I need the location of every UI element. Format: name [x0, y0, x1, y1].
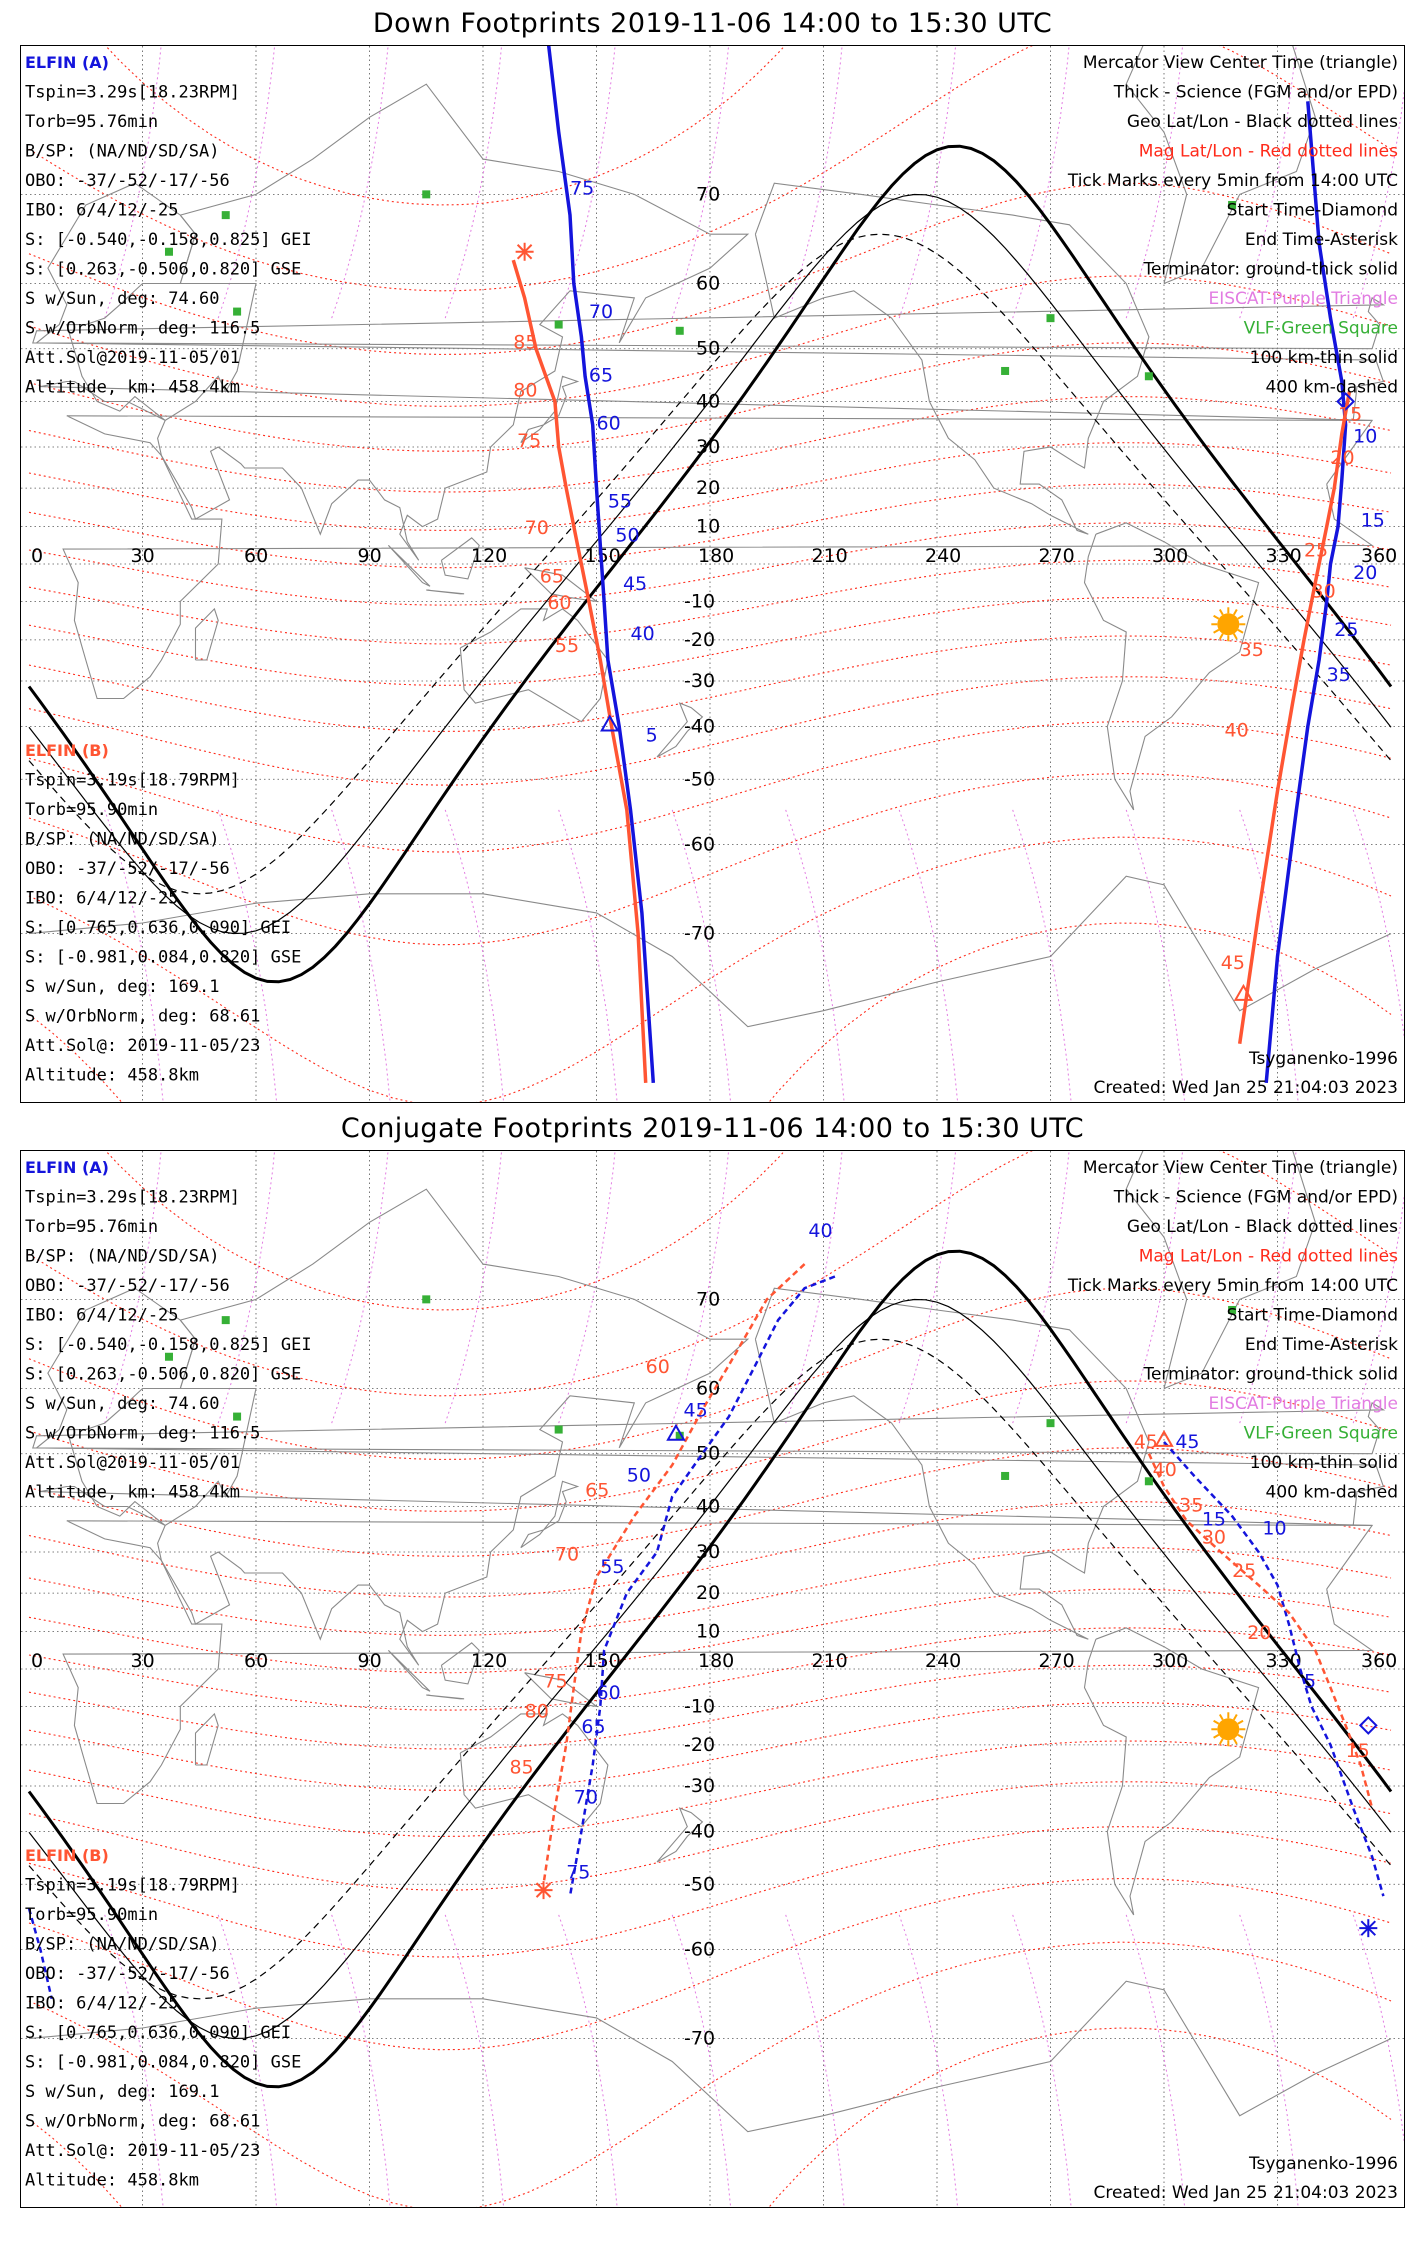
lon-tick-label: 210 [811, 545, 848, 567]
lat-tick-label: 10 [696, 1620, 721, 1643]
elfin-b-info-line: Tspin=3.19s[18.79RPM] [25, 1875, 240, 1896]
lat-tick-label: 20 [696, 477, 721, 500]
elfin-b-info-line: S: [0.765,0.636,0.090] GEI [25, 918, 292, 938]
mag-meridian-north [899, 46, 960, 318]
panel-2-map-svg [21, 1151, 1404, 2207]
elfin-a-tick-label: 65 [588, 364, 614, 387]
elfin-b-tick-label: 25 [1303, 539, 1329, 562]
lon-tick-label: 270 [1038, 545, 1075, 567]
lat-tick-label: -10 [684, 590, 716, 613]
model-label: Tsyganenko-1996 [1248, 1049, 1398, 1069]
elfin-b-info-line: Torb=95.90min [25, 800, 159, 820]
elfin-a-tick-label: 55 [600, 1555, 625, 1578]
elfin-b-name: ELFIN (B) [25, 741, 109, 760]
elfin-b-tick-label: 35 [1239, 638, 1264, 661]
elfin-b-name: ELFIN (B) [25, 1846, 109, 1865]
mag-meridian-north [559, 1151, 620, 1423]
legend-entry: 100 km-thin solid [1249, 1453, 1398, 1473]
sun-ray [1220, 634, 1223, 639]
lat-tick-label: 40 [696, 390, 721, 413]
vlf-station-square [1001, 1472, 1009, 1480]
mag-meridian-south [1126, 1915, 1187, 2207]
elfin-a-info-line: Att.Sol@2019-11-05/01 [25, 348, 240, 368]
sun-ray [1234, 1715, 1237, 1720]
lat-tick-label: -10 [684, 1695, 716, 1718]
elfin-a-info-line: Altitude, km: 458.4km [25, 377, 240, 398]
coastline-indonesia2 [426, 590, 464, 594]
lon-tick-label: 60 [244, 545, 269, 567]
elfin-a-tick-label: 25 [1334, 618, 1359, 641]
elfin-a-info-line: S: [0.263,-0.506,0.820] GSE [25, 1364, 302, 1385]
elfin-b-info-line: S w/Sun, deg: 169.1 [25, 2082, 220, 2102]
elfin-a-info-line: OBO: -37/-52/-17/-56 [25, 171, 230, 191]
vlf-station-square [676, 327, 684, 335]
panel-2-title: Conjugate Footprints 2019-11-06 14:00 to 15:30 UTC [340, 1113, 1085, 1144]
coastline-namerica [755, 183, 1149, 534]
elfin-a-tick-label: 50 [626, 1464, 651, 1487]
mag-meridian-north [1013, 46, 1074, 318]
coastline-indonesia1 [388, 545, 430, 586]
legend-entry: Mercator View Center Time (triangle) [1082, 1158, 1398, 1178]
mag-meridian-south [332, 810, 393, 1102]
mag-meridian-south [445, 810, 506, 1102]
elfin-b-tick-label: 55 [554, 634, 580, 657]
vlf-station-square [1047, 314, 1055, 322]
elfin-a-tick-label: 5 [645, 724, 658, 747]
legend-entry: VLF-Green Square [1243, 1423, 1398, 1444]
elfin-b-tick-label: 65 [539, 565, 564, 588]
elfin-b-info-line: S w/Sun, deg: 169.1 [25, 977, 220, 997]
mag-meridian-north [332, 1151, 393, 1423]
elfin-a-tick-label: 5 [1303, 1670, 1317, 1693]
lat-tick-label: -70 [684, 2027, 716, 2050]
elfin-a-tick-label: 60 [596, 412, 621, 435]
mag-meridian-south [445, 1915, 506, 2207]
elfin-b-tick-label: 20 [1247, 1622, 1272, 1645]
elfin-b-info-line: S: [-0.981,0.084,0.820] GSE [25, 947, 302, 968]
lon-tick-label: 90 [357, 1650, 382, 1672]
sun-disc [1217, 1718, 1239, 1740]
elfin-b-tick-label: 15 [1345, 1739, 1370, 1762]
elfin-b-tick-label: 45 [1220, 951, 1245, 974]
elfin-a-tick-label: 10 [1353, 425, 1378, 448]
lat-tick-label: -30 [684, 670, 716, 693]
legend-entry: 100 km-thin solid [1249, 348, 1398, 368]
legend-entry: 400 km-dashed [1265, 377, 1398, 398]
mag-meridian-north [332, 46, 393, 318]
elfin-a-info-line: Tspin=3.29s[18.23RPM] [25, 1187, 240, 1208]
mag-meridian-south [899, 1915, 960, 2207]
elfin-b-tick-label: 85 [513, 331, 538, 354]
elfin-b-tick-label: 40 [1224, 719, 1249, 742]
elfin-b-info-line: IBO: 6/4/12/-25 [25, 888, 179, 909]
sun-ray [1238, 616, 1243, 619]
coastline-indonesia1 [388, 1650, 430, 1691]
sun-icon [1211, 607, 1245, 641]
sun-disc [1217, 613, 1239, 635]
sun-ray [1234, 610, 1237, 615]
coastline-namerica [755, 1288, 1149, 1639]
legend-entry: Thick - Science (FGM and/or EPD) [1113, 82, 1398, 103]
elfin-b-info-line: OBO: -37/-52/-17/-56 [25, 859, 230, 879]
sun-ray [1238, 1735, 1243, 1738]
lon-tick-label: 240 [925, 1650, 962, 1672]
elfin-b-info-line: S w/OrbNorm, deg: 68.61 [25, 1006, 261, 1027]
elfin-a-name: ELFIN (A) [25, 1158, 109, 1177]
elfin-b-info-line: Altitude: 458.8km [25, 1065, 199, 1086]
lon-tick-label: 30 [130, 545, 155, 567]
legend-entry: VLF-Green Square [1243, 318, 1398, 339]
elfin-b-info-line: OBO: -37/-52/-17/-56 [25, 1964, 230, 1984]
mag-meridian-north [1013, 1151, 1074, 1423]
elfin-a-info-line: Torb=95.76min [25, 112, 159, 132]
elfin-b-tick-label: 20 [1330, 446, 1355, 469]
vlf-station-square [222, 1316, 230, 1324]
end-asterisk [1359, 1919, 1377, 1937]
elfin-a-tick-label: 55 [607, 490, 633, 513]
vlf-station-square [555, 1426, 563, 1434]
lon-tick-label: 150 [584, 1650, 621, 1672]
lat-tick-label: -20 [684, 1733, 716, 1756]
legend-entry: EISCAT-Purple Triangle [1208, 1394, 1398, 1414]
lon-tick-label: 0 [31, 545, 44, 567]
elfin-b-info-line: Tspin=3.19s[18.79RPM] [25, 770, 240, 791]
mag-meridian-south [559, 810, 620, 1102]
elfin-b-tick-label: 80 [513, 379, 538, 402]
elfin-a-tick-label: 20 [1353, 561, 1378, 584]
lat-tick-label: -50 [684, 768, 716, 791]
lon-tick-label: 0 [31, 1650, 44, 1672]
lat-tick-label: 50 [696, 1442, 721, 1465]
sun-ray [1214, 630, 1219, 633]
elfin-a-info-line: Torb=95.76min [25, 1217, 159, 1237]
elfin-a-tick-label: 75 [570, 177, 595, 200]
lon-tick-label: 330 [1265, 545, 1302, 567]
lat-tick-label: 70 [696, 1288, 721, 1311]
elfin-b-tick-label: 80 [524, 1700, 549, 1723]
lon-tick-label: 330 [1265, 1650, 1302, 1672]
elfin-a-info-line: S w/Sun, deg: 74.60 [25, 289, 220, 309]
elfin-a-tick-label: 40 [808, 1220, 833, 1243]
legend-entry: Tick Marks every 5min from 14:00 UTC [1067, 1276, 1398, 1296]
legend-entry: Geo Lat/Lon - Black dotted lines [1126, 112, 1398, 132]
elfin-a-tick-label: 75 [566, 1861, 591, 1884]
elfin-a-tick-label: 15 [1360, 509, 1385, 532]
elfin-a-info-line: Att.Sol@2019-11-05/01 [25, 1453, 240, 1473]
elfin-b-tick-label: 40 [1152, 1458, 1177, 1481]
elfin-a-tick-label: 45 [683, 1399, 708, 1422]
sun-ray [1220, 610, 1223, 615]
lon-tick-label: 360 [1361, 1650, 1398, 1672]
elfin-a-info-line: S: [0.263,-0.506,0.820] GSE [25, 259, 302, 280]
elfin-b-info-line: S: [0.765,0.636,0.090] GEI [25, 2023, 292, 2043]
legend-entry: Terminator: ground-thick solid [1143, 259, 1398, 280]
legend-entry: Mag Lat/Lon - Red dotted lines [1138, 1246, 1398, 1267]
end-asterisk [535, 1881, 553, 1899]
vlf-station-square [422, 190, 430, 198]
lon-tick-label: 360 [1361, 545, 1398, 567]
elfin-b-info-line: S w/OrbNorm, deg: 68.61 [25, 2111, 261, 2132]
legend-entry: Mag Lat/Lon - Red dotted lines [1138, 141, 1398, 162]
mag-meridian-south [1013, 1915, 1074, 2207]
lon-tick-label: 120 [471, 1650, 508, 1672]
vlf-station-square [222, 211, 230, 219]
elfin-b-tick-label: 15 [1338, 403, 1363, 426]
elfin-b-tick-label: 30 [1311, 580, 1336, 603]
legend-entry: Thick - Science (FGM and/or EPD) [1113, 1187, 1398, 1208]
mag-meridian-north [445, 1151, 506, 1423]
elfin-a-name: ELFIN (A) [25, 53, 109, 72]
vlf-station-square [555, 321, 563, 329]
lat-tick-label: -50 [684, 1873, 716, 1896]
created-label: Created: Wed Jan 25 21:04:03 2023 [1093, 2183, 1398, 2203]
lat-tick-label: -20 [684, 628, 716, 651]
elfin-b-info-line: B/SP: (NA/ND/SD/SA) [25, 1934, 220, 1955]
lat-tick-label: 20 [696, 1582, 721, 1605]
lon-tick-label: 90 [357, 545, 382, 567]
mag-meridian-south [899, 810, 960, 1102]
elfin-b-tick-label: 70 [524, 517, 549, 540]
lon-tick-label: 270 [1038, 1650, 1075, 1672]
elfin-b-tick-label: 75 [543, 1670, 568, 1693]
lat-tick-label: 50 [696, 337, 721, 360]
elfin-a-info-line: B/SP: (NA/ND/SD/SA) [25, 141, 220, 162]
legend-entry: Start Time-Diamond [1226, 200, 1398, 221]
lat-tick-label: -40 [684, 715, 716, 738]
elfin-a-tick-label: 10 [1262, 1517, 1287, 1540]
lat-tick-label: -70 [684, 922, 716, 945]
lon-tick-label: 120 [471, 545, 508, 567]
elfin-a-info-line: Altitude, km: 458.4km [25, 1482, 240, 1503]
elfin-b-tick-label: 85 [509, 1756, 534, 1779]
mag-meridian-south [559, 1915, 620, 2207]
elfin-b-info-line: IBO: 6/4/12/-25 [25, 1993, 179, 2014]
elfin-a-tick-label: 35 [1326, 664, 1351, 687]
coastline-madagascar [196, 609, 219, 660]
vlf-station-square [1047, 1419, 1055, 1427]
legend-entry: Mercator View Center Time (triangle) [1082, 53, 1398, 73]
elfin-b-tick-label: 60 [547, 591, 572, 614]
sun-ray [1238, 630, 1243, 633]
elfin-a-info-line: OBO: -37/-52/-17/-56 [25, 1276, 230, 1296]
elfin-a-tick-label: 40 [630, 622, 655, 645]
elfin-a-info-line: S w/Sun, deg: 74.60 [25, 1394, 220, 1414]
lat-tick-label: -60 [684, 833, 716, 856]
elfin-a-info-line: S: [-0.540,-0.158,0.825] GEI [25, 230, 312, 250]
mag-meridian-north [445, 46, 506, 318]
elfin-a-tick-label: 65 [581, 1716, 606, 1739]
sun-ray [1234, 634, 1237, 639]
lon-tick-label: 150 [584, 545, 621, 567]
sun-ray [1214, 616, 1219, 619]
elfin-b-info-line: B/SP: (NA/ND/SD/SA) [25, 829, 220, 850]
panel-1-map [20, 45, 1405, 1103]
legend-entry: Start Time-Diamond [1226, 1305, 1398, 1326]
lat-tick-label: 10 [696, 515, 721, 538]
mag-meridian-north [786, 46, 847, 318]
lat-tick-label: 30 [696, 435, 721, 458]
elfin-b-tick-label: 65 [585, 1479, 610, 1502]
elfin-a-tick-label: 45 [1175, 1430, 1200, 1453]
legend-entry: End Time-Asterisk [1244, 1335, 1398, 1355]
elfin-b-tick-label: 30 [1201, 1526, 1227, 1549]
lon-tick-label: 300 [1152, 1650, 1189, 1672]
legend-entry: Tick Marks every 5min from 14:00 UTC [1067, 171, 1398, 191]
elfin-b-info-line: Att.Sol@: 2019-11-05/23 [25, 1036, 261, 1056]
sun-ray [1238, 1721, 1243, 1724]
elfin-a-info-line: IBO: 6/4/12/-25 [25, 1305, 179, 1326]
panel-1-title: Down Footprints 2019-11-06 14:00 to 15:30 UTC [372, 8, 1053, 39]
legend-entry: End Time-Asterisk [1244, 230, 1398, 250]
coastline-indonesia2 [426, 1695, 464, 1699]
elfin-b-tick-label: 35 [1179, 1494, 1204, 1517]
legend-entry: Geo Lat/Lon - Black dotted lines [1126, 1217, 1398, 1237]
elfin-b-info-line: Att.Sol@: 2019-11-05/23 [25, 2141, 261, 2161]
lon-tick-label: 180 [698, 545, 735, 567]
lon-tick-label: 300 [1152, 545, 1189, 567]
mag-meridian-south [1013, 810, 1074, 1102]
mag-meridian-south [786, 810, 847, 1102]
elfin-b-tick-label: 25 [1232, 1560, 1257, 1583]
elfin-a-tick-label: 45 [622, 573, 648, 596]
elfin-a-info-line: S w/OrbNorm, deg: 116.5 [25, 318, 261, 339]
elfin-a-tick-label: 60 [596, 1681, 621, 1704]
mag-meridian-north [899, 1151, 960, 1423]
elfin-b-info-line: S: [-0.981,0.084,0.820] GSE [25, 2052, 302, 2073]
lat-tick-label: -60 [684, 1938, 716, 1961]
lat-tick-label: 70 [696, 183, 721, 206]
sun-ray [1214, 1735, 1219, 1738]
sun-ray [1220, 1739, 1223, 1744]
elfin-a-tick-label: 15 [1201, 1508, 1227, 1531]
vlf-station-square [233, 1413, 241, 1421]
lat-tick-label: 60 [696, 272, 721, 295]
lat-tick-label: -30 [684, 1775, 716, 1798]
lat-tick-label: -40 [684, 1820, 716, 1843]
mag-meridian-south [1126, 810, 1187, 1102]
legend-entry: Terminator: ground-thick solid [1143, 1364, 1398, 1385]
elfin-a-tick-label: 70 [573, 1786, 598, 1809]
mag-meridian-north [786, 1151, 847, 1423]
lon-tick-label: 30 [130, 1650, 155, 1672]
lon-tick-label: 210 [811, 1650, 848, 1672]
elfin-a-info-line: IBO: 6/4/12/-25 [25, 200, 179, 221]
end-asterisk [516, 243, 534, 261]
elfin-b-track-2 [1240, 392, 1350, 1044]
elfin-b-info-line: Altitude: 458.8km [25, 2170, 199, 2191]
elfin-b-tick-label: 75 [517, 429, 542, 452]
mag-meridian-south [786, 1915, 847, 2207]
elfin-b-info-line: Torb=95.90min [25, 1905, 159, 1925]
lon-tick-label: 60 [244, 1650, 269, 1672]
vlf-station-square [233, 308, 241, 316]
vlf-station-square [422, 1295, 430, 1303]
start-diamond [1360, 1717, 1376, 1733]
vlf-station-square [1145, 372, 1153, 380]
elfin-a-info-line: S: [-0.540,-0.158,0.825] GEI [25, 1335, 312, 1355]
legend-entry: 400 km-dashed [1265, 1482, 1398, 1503]
elfin-a-info-line: S w/OrbNorm, deg: 116.5 [25, 1423, 261, 1444]
panel-2-map [20, 1150, 1405, 2208]
sun-icon [1211, 1712, 1245, 1746]
coastline-madagascar [196, 1714, 219, 1765]
vlf-station-square [1001, 367, 1009, 375]
lon-tick-label: 240 [925, 545, 962, 567]
elfin-b-tick-label: 70 [554, 1543, 580, 1566]
lat-tick-label: 40 [696, 1495, 721, 1518]
elfin-b-tick-label: 45 [1133, 1430, 1158, 1453]
sun-ray [1234, 1739, 1237, 1744]
sun-ray [1220, 1715, 1223, 1720]
lat-tick-label: 30 [696, 1540, 721, 1563]
elfin-b-tick-label: 60 [645, 1356, 670, 1379]
legend-entry: EISCAT-Purple Triangle [1208, 289, 1398, 309]
created-label: Created: Wed Jan 25 21:04:03 2023 [1093, 1078, 1398, 1098]
elfin-a-tick-label: 50 [615, 524, 640, 547]
model-label: Tsyganenko-1996 [1248, 2154, 1398, 2174]
elfin-a-info-line: B/SP: (NA/ND/SD/SA) [25, 1246, 220, 1267]
sun-ray [1214, 1721, 1219, 1724]
lon-tick-label: 180 [698, 1650, 735, 1672]
panel-1-map-svg [21, 46, 1404, 1102]
coastline-australia [460, 609, 608, 722]
lat-tick-label: 60 [696, 1377, 721, 1400]
elfin-a-tick-label: 70 [588, 301, 614, 324]
mag-meridian-south [332, 1915, 393, 2207]
elfin-a-info-line: Tspin=3.29s[18.23RPM] [25, 82, 240, 103]
